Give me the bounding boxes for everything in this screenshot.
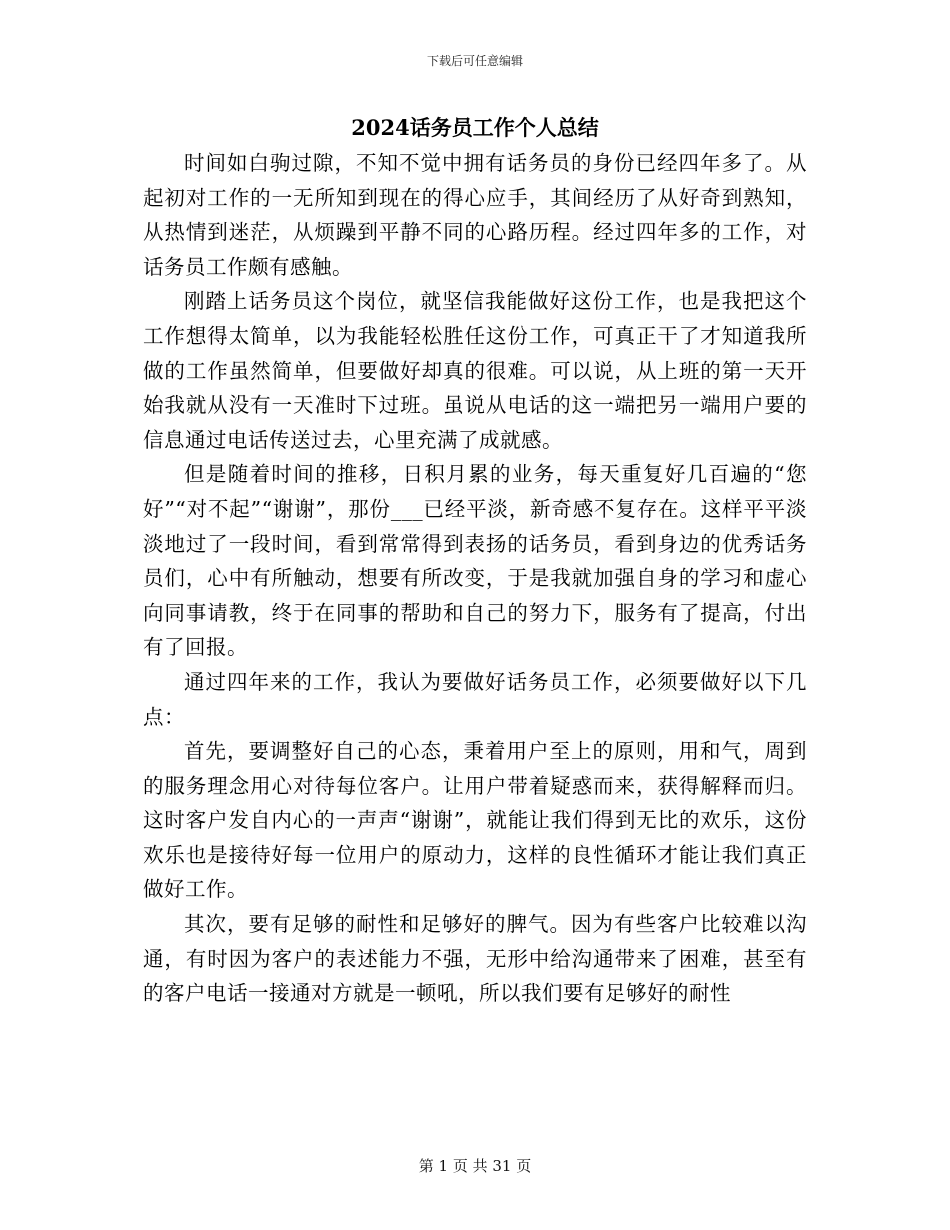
paragraph-routine: 但是随着时间的推移，日积月累的业务，每天重复好几百遍的“您好”“对不起”“谢谢”，那份___已经平淡，新奇感不复存在。这样平平淡淡地过了一段时间，看到常常得到表扬的话务员，看到身边的优秀话务员们，心中有所触动，想要有所改变，于是我就加强自身的学习和虚心向同事请教，终于在同事的帮助和自己的努力下，服务有了提高，付出有了回报。 (143, 462, 807, 660)
page-header: 下载后可任意编辑 (426, 54, 523, 68)
document-title: 2024话务员工作个人总结 (351, 115, 599, 140)
paragraph-first-point: 首先，要调整好自己的心态，秉着用户至上的原则，用和气，周到的服务理念用心对待每位客户。让用户带着疑惑而来，获得解释而归。这时客户发自内心的一声声“谢谢”，就能让我们得到无比的欢乐，这份欢乐也是接待好每一位用户的原动力，这样的良性循环才能让我们真正做好工作。 (143, 739, 807, 902)
paragraph-key-points: 通过四年来的工作，我认为要做好话务员工作，必须要做好以下几点： (143, 669, 807, 729)
paragraph-intro: 时间如白驹过隙，不知不觉中拥有话务员的身份已经四年多了。从起初对工作的一无所知到现在的得心应手，其间经历了从好奇到熟知，从热情到迷茫，从烦躁到平静不同的心路历程。经过四年多的工作，对话务员工作颇有感触。 (143, 151, 807, 279)
paragraph-first-days: 刚踏上话务员这个岗位，就坚信我能做好这份工作，也是我把这个工作想得太简单，以为我能轻松胜任这份工作，可真正干了才知道我所做的工作虽然简单，但要做好却真的很难。可以说，从上班的第一天开始我就从没有一天准时下过班。虽说从电话的这一端把另一端用户要的信息通过电话传送过去，心里充满了成就感。 (143, 289, 807, 452)
paragraph-second-point: 其次，要有足够的耐性和足够好的脾气。因为有些客户比较难以沟通，有时因为客户的表述能力不强，无形中给沟通带来了困难，甚至有的客户电话一接通对方就是一顿吼，所以我们要有足够好的耐性 (143, 912, 807, 1006)
document-body (143, 146, 807, 1011)
page-number: 第 1 页 共 31 页 (418, 1157, 532, 1175)
